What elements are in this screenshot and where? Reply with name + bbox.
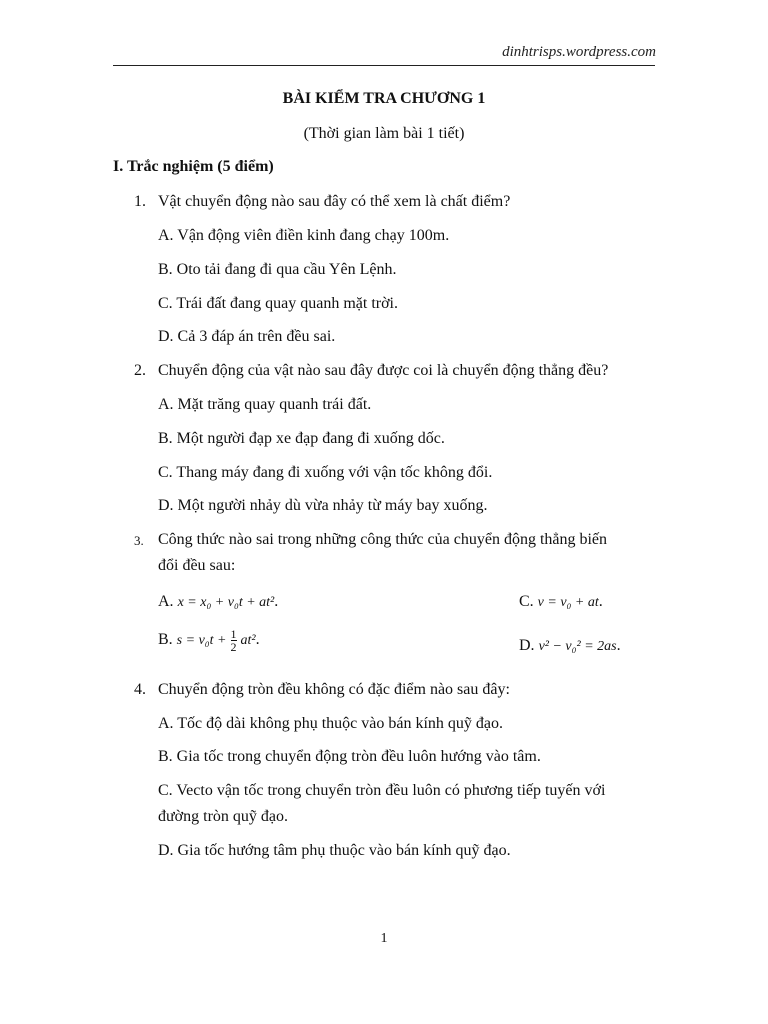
option-2a: A. Mặt trăng quay quanh trái đất. — [158, 396, 372, 413]
option-label: D. — [519, 637, 535, 654]
option-label: B. — [158, 631, 173, 649]
option-3d: D. v² − v₀² = 2as. — [519, 637, 621, 654]
page-subtitle: (Thời gian làm bài 1 tiết) — [303, 125, 465, 142]
option-4c-continued: đường tròn quỹ đạo. — [158, 808, 289, 825]
formula: at² — [240, 633, 256, 649]
option-1d: D. Cả 3 đáp án trên đều sai. — [158, 328, 336, 345]
option-4c: C. Vecto vận tốc trong chuyển tròn đều luôn có phương tiếp tuyến với — [158, 782, 606, 799]
question-4 — [134, 681, 510, 699]
option-4a: A. Tốc độ dài không phụ thuộc vào bán kính quỹ đạo. — [158, 715, 503, 732]
fraction — [231, 628, 237, 653]
page-title: BÀI KIỂM TRA CHƯƠNG 1 — [282, 90, 486, 107]
question-number: 4. — [134, 681, 146, 698]
fraction-numerator: 1 — [230, 627, 237, 641]
section-heading: I. Trắc nghiệm (5 điểm) — [113, 158, 274, 175]
question-number: 2. — [134, 362, 146, 379]
question-2 — [134, 362, 608, 380]
page-number: 1 — [380, 931, 388, 946]
option-1a: A. Vận động viên điền kinh đang chạy 100m. — [158, 227, 450, 244]
option-3b: B. s = v₀t + $\frac{1}{2}$ at². — [158, 627, 260, 654]
option-2b: B. Một người đạp xe đạp đang đi xuống dốc. — [158, 430, 445, 447]
question-number: 1. — [134, 193, 146, 210]
question-text: Chuyển động của vật nào sau đây được coi là chuyển động thẳng đều? — [158, 362, 609, 379]
header-rule — [113, 65, 655, 66]
question-text: Vật chuyển động nào sau đây có thể xem là chất điểm? — [158, 193, 511, 210]
formula: s = v₀t + — [176, 633, 227, 649]
formula: v² − v₀² = 2as — [538, 639, 617, 654]
formula: v = v₀ + at — [537, 595, 599, 610]
question-text: Chuyển động tròn đều không có đặc điểm nào sau đây: — [158, 681, 510, 698]
option-label: C. — [519, 593, 534, 610]
option-4d: D. Gia tốc hướng tâm phụ thuộc vào bán kính quỹ đạo. — [158, 842, 511, 859]
option-1c: C. Trái đất đang quay quanh mặt trời. — [158, 295, 398, 312]
question-number: 3. — [134, 533, 144, 548]
question-1 — [134, 193, 510, 211]
question-text-continued: đổi đều sau: — [158, 557, 236, 574]
option-2d: D. Một người nhảy dù vừa nhảy từ máy bay xuống. — [158, 497, 488, 514]
option-4b: B. Gia tốc trong chuyển động tròn đều luôn hướng vào tâm. — [158, 748, 541, 765]
option-3a: A. x = x₀ + v₀t + at². — [158, 593, 279, 610]
option-2c: C. Thang máy đang đi xuống với vận tốc không đổi. — [158, 464, 493, 481]
option-3c: C. v = v₀ + at. — [519, 593, 603, 610]
option-label: A. — [158, 593, 174, 610]
formula: x = x₀ + v₀t + at² — [177, 595, 275, 610]
header-site: dinhtrisps.wordpress.com — [502, 44, 656, 60]
question-text: Công thức nào sai trong những công thức của chuyển động thẳng biến — [158, 531, 608, 548]
option-1b: B. Oto tải đang đi qua cầu Yên Lệnh. — [158, 261, 397, 278]
fraction-denominator: 2 — [230, 640, 237, 654]
